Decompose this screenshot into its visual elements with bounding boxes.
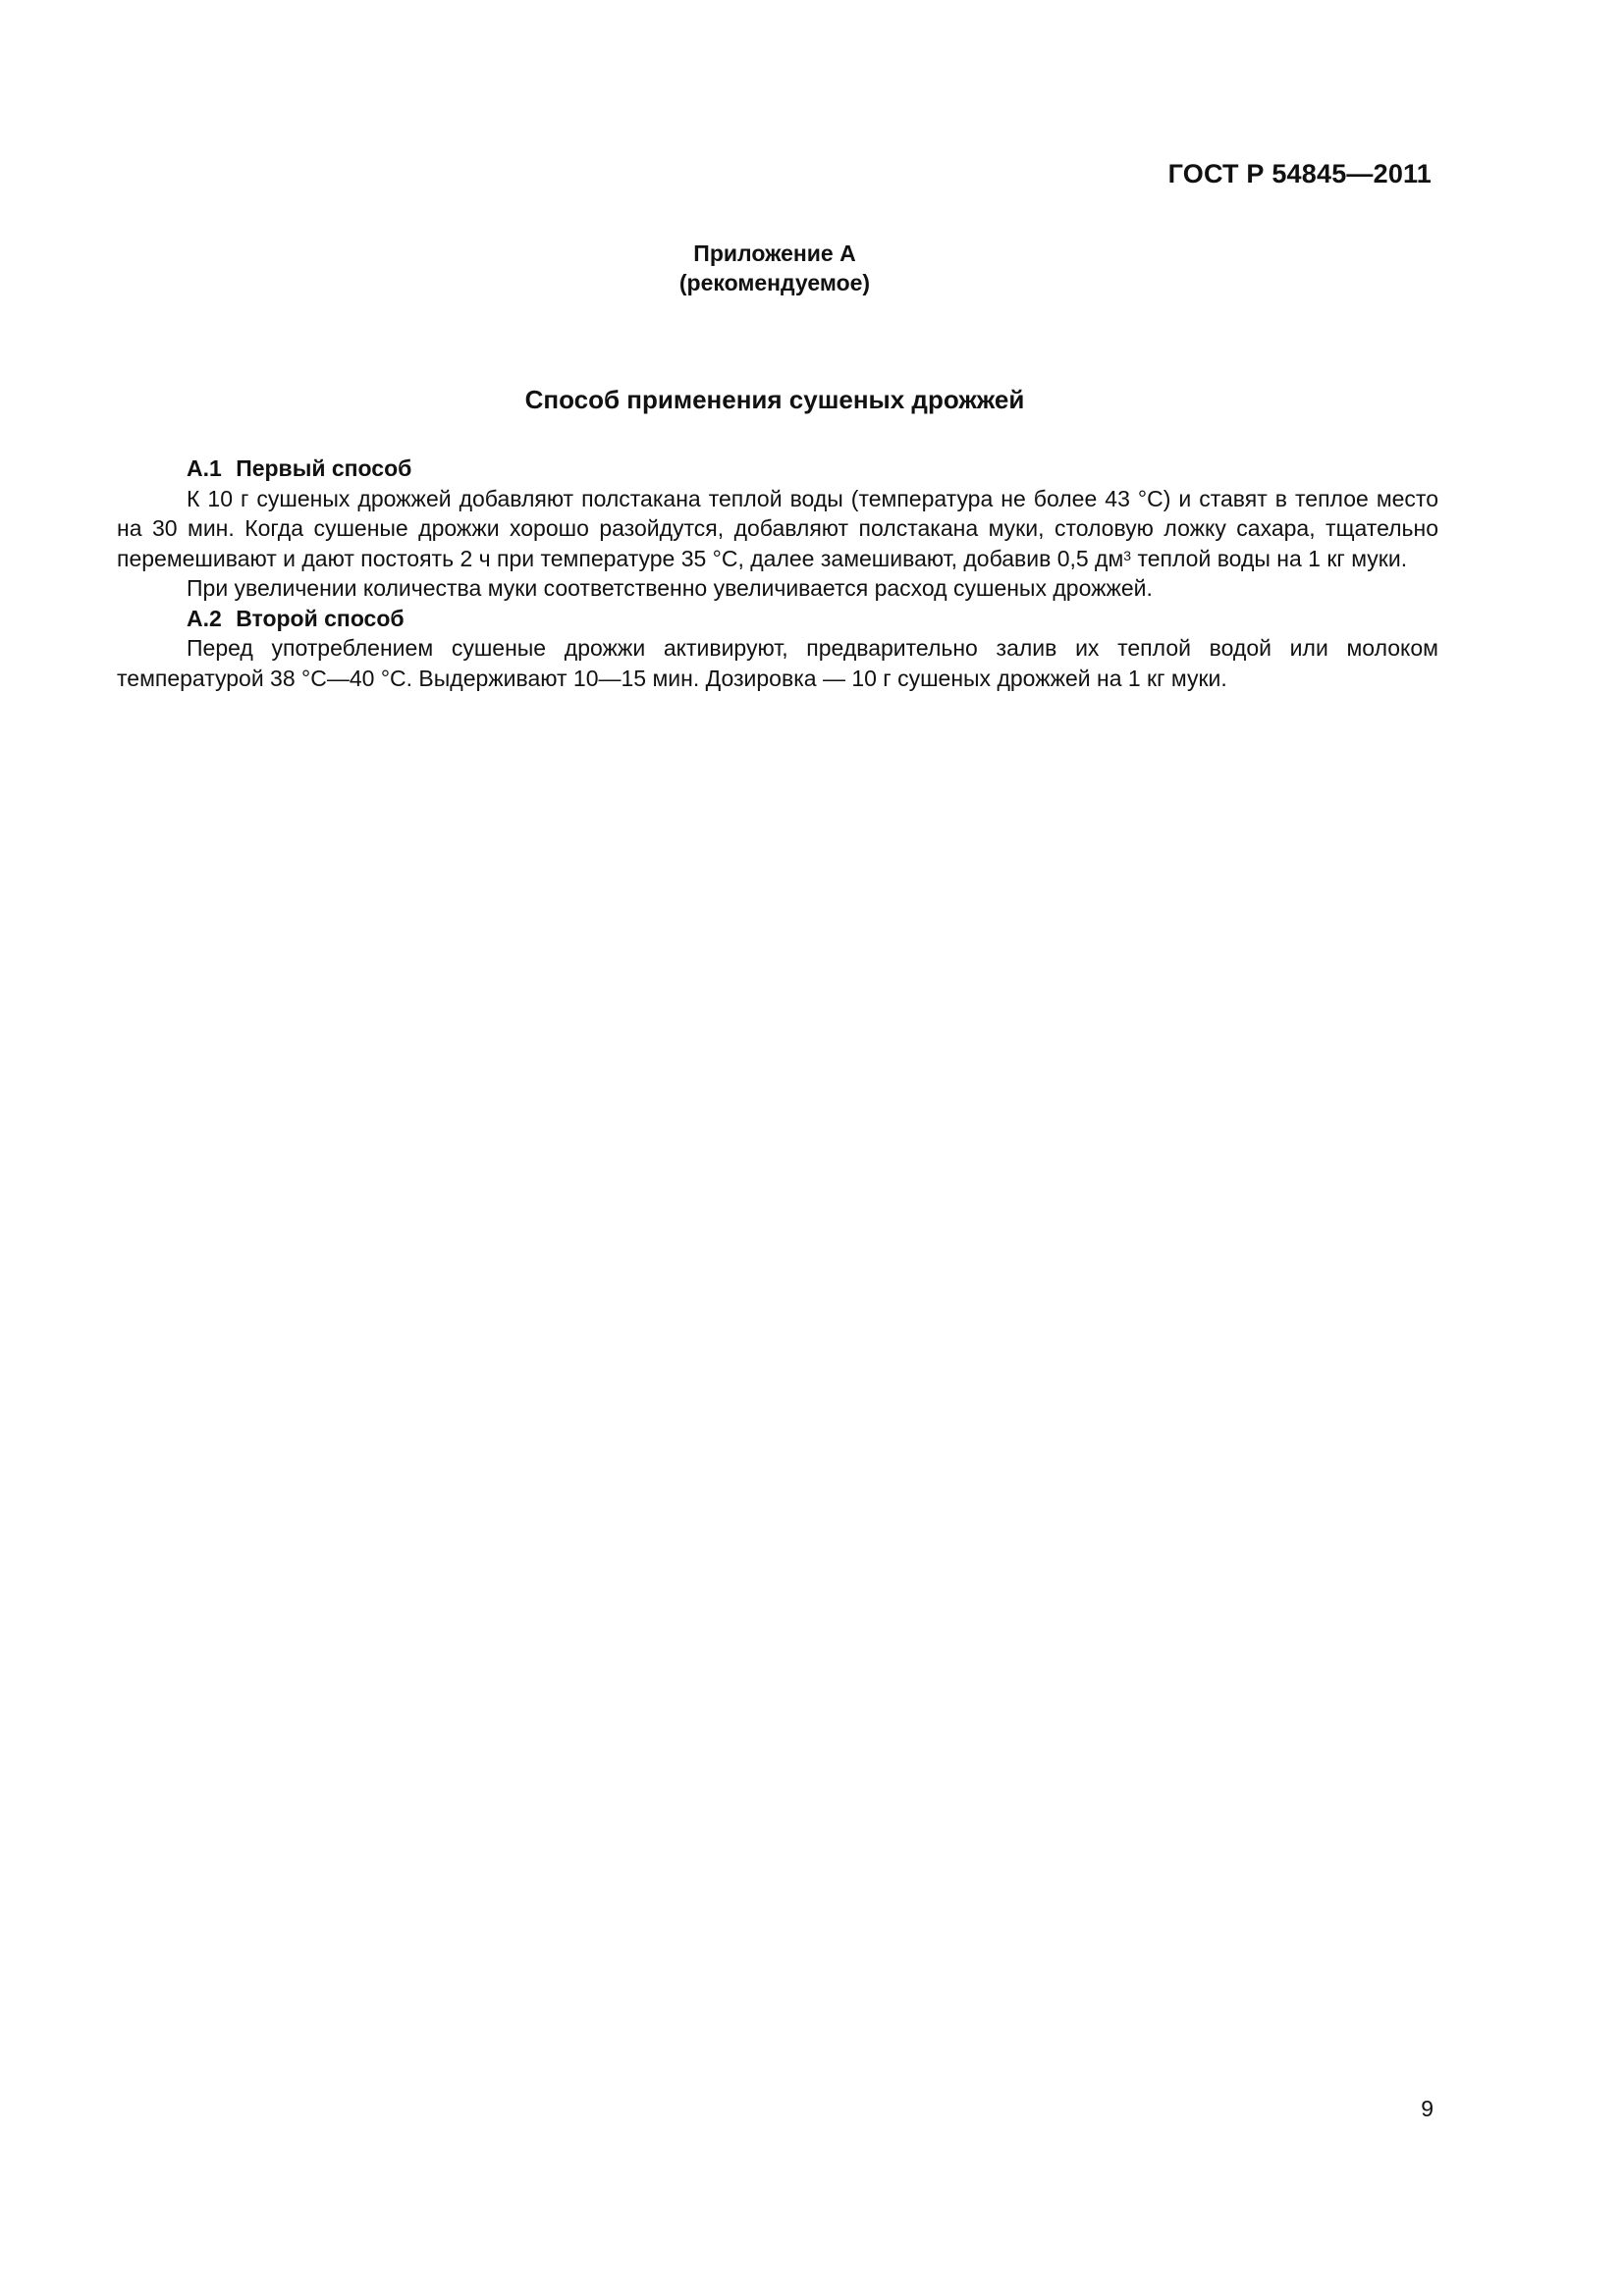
section-heading-a2 [117, 604, 1438, 634]
main-title: Способ применения сушеных дрожжей [524, 385, 1025, 414]
appendix-status: (рекомендуемое) [678, 270, 871, 295]
paragraph: При увеличении количества муки соответственно увеличивается расход сушеных дрожжей. [187, 575, 1153, 601]
paragraph [117, 484, 1438, 574]
section-number: А.1 [187, 455, 222, 481]
page-number: 9 [1421, 2096, 1434, 2121]
superscript: 3 [1123, 547, 1132, 563]
document-body [117, 454, 1438, 693]
document-code: ГОСТ Р 54845—2011 [1167, 159, 1432, 188]
paragraph-text: теплой воды на 1 кг муки. [1131, 545, 1408, 571]
appendix-title: Приложение А [693, 240, 856, 266]
section-title: Первый способ [236, 455, 412, 481]
section-number: А.2 [187, 605, 222, 631]
paragraph: Перед употреблением сушеные дрожжи активируют, предварительно залив их теплой водой или молоком температурой 38 °С—40 °С. Выдерживают 10—15 мин. Дозировка — 10 г сушеных дрожжей на 1 кг муки. [117, 635, 1438, 691]
section-heading-a1 [117, 454, 1438, 484]
paragraph-text: К 10 г сушеных дрожжей добавляют полстакана теплой воды (температура не более 43 °С) и ставят в теплое место на 30 мин. Когда сушеные дрожжи хорошо разойдутся, добавляют полстакана муки, столовую ложку сахара, тщательно перемешивают и дают постоять 2 ч при температуре 35 °С, далее замешивают, добавив 0,5 дм [117, 485, 1438, 571]
section-title: Второй способ [236, 605, 405, 631]
